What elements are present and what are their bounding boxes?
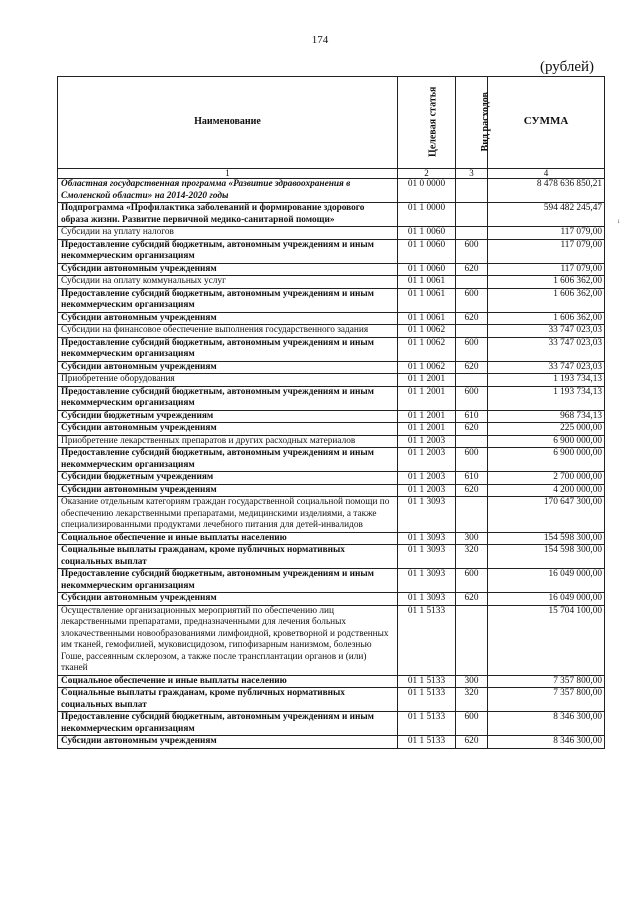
- table-row: [58, 410, 605, 423]
- row-sum-cell: 117 079,00: [488, 227, 605, 240]
- row-expense-type-cell: [456, 179, 488, 203]
- table-row: [58, 435, 605, 448]
- row-expense-type-cell: [456, 325, 488, 338]
- row-code-cell: 01 1 3093: [398, 497, 456, 533]
- table-row: [58, 675, 605, 688]
- column-number: 4: [488, 169, 605, 179]
- row-name-cell: Субсидии бюджетным учреждениям: [58, 410, 398, 423]
- row-name-cell: Предоставление субсидий бюджетным, автономным учреждениям и иным некоммерческим организациям: [58, 569, 398, 593]
- row-expense-type-cell: 320: [456, 688, 488, 712]
- row-code-cell: 01 1 5133: [398, 688, 456, 712]
- row-expense-type-cell: 620: [456, 736, 488, 749]
- row-expense-type-cell: 620: [456, 593, 488, 606]
- row-name-cell: Предоставление субсидий бюджетным, автономным учреждениям и иным некоммерческим организациям: [58, 239, 398, 263]
- row-expense-type-cell: 620: [456, 312, 488, 325]
- row-expense-type-cell: 610: [456, 472, 488, 485]
- row-name-cell: Предоставление субсидий бюджетным, автономным учреждениям и иным некоммерческим организациям: [58, 288, 398, 312]
- table-row: [58, 448, 605, 472]
- row-sum-cell: 33 747 023,03: [488, 361, 605, 374]
- row-code-cell: 01 1 3093: [398, 593, 456, 606]
- table-row: [58, 532, 605, 545]
- row-code-cell: 01 1 5133: [398, 675, 456, 688]
- table-row: [58, 263, 605, 276]
- table-row: [58, 203, 605, 227]
- row-expense-type-cell: 320: [456, 545, 488, 569]
- table-row: [58, 337, 605, 361]
- row-sum-cell: 16 049 000,00: [488, 593, 605, 606]
- row-code-cell: 01 1 0060: [398, 227, 456, 240]
- table-row: [58, 605, 605, 675]
- table-row: [58, 288, 605, 312]
- row-sum-cell: 1 606 362,00: [488, 288, 605, 312]
- row-name-cell: Субсидии автономным учреждениям: [58, 484, 398, 497]
- header-sum: СУММА: [488, 77, 605, 169]
- row-expense-type-cell: 600: [456, 288, 488, 312]
- column-number: 2: [398, 169, 456, 179]
- table-row: [58, 712, 605, 736]
- row-sum-cell: 1 606 362,00: [488, 276, 605, 289]
- row-name-cell: Субсидии автономным учреждениям: [58, 361, 398, 374]
- row-sum-cell: 4 200 000,00: [488, 484, 605, 497]
- row-sum-cell: 968 734,13: [488, 410, 605, 423]
- row-sum-cell: 225 000,00: [488, 423, 605, 436]
- table-row: [58, 484, 605, 497]
- row-code-cell: 01 1 3093: [398, 545, 456, 569]
- row-code-cell: 01 1 2003: [398, 484, 456, 497]
- row-expense-type-cell: 300: [456, 675, 488, 688]
- row-code-cell: 01 1 0060: [398, 263, 456, 276]
- row-code-cell: 01 1 0000: [398, 203, 456, 227]
- row-sum-cell: 117 079,00: [488, 263, 605, 276]
- budget-table-container: [57, 76, 604, 749]
- table-row: [58, 472, 605, 485]
- row-name-cell: Субсидии на финансовое обеспечение выполнения государственного задания: [58, 325, 398, 338]
- currency-note: (рублей): [540, 59, 595, 75]
- row-code-cell: 01 1 3093: [398, 532, 456, 545]
- table-row: [58, 545, 605, 569]
- row-sum-cell: 170 647 300,00: [488, 497, 605, 533]
- row-name-cell: Предоставление субсидий бюджетным, автономным учреждениям и иным некоммерческим организациям: [58, 386, 398, 410]
- table-row: [58, 736, 605, 749]
- row-name-cell: Субсидии автономным учреждениям: [58, 263, 398, 276]
- row-sum-cell: 594 482 245,47: [488, 203, 605, 227]
- row-sum-cell: 7 357 800,00: [488, 675, 605, 688]
- row-code-cell: 01 1 0062: [398, 361, 456, 374]
- row-sum-cell: 154 598 300,00: [488, 545, 605, 569]
- column-number: 1: [58, 169, 398, 179]
- row-code-cell: 01 1 2001: [398, 423, 456, 436]
- row-expense-type-cell: [456, 497, 488, 533]
- row-name-cell: Субсидии на уплату налогов: [58, 227, 398, 240]
- row-name-cell: Субсидии автономным учреждениям: [58, 593, 398, 606]
- row-sum-cell: 7 357 800,00: [488, 688, 605, 712]
- row-sum-cell: 33 747 023,03: [488, 337, 605, 361]
- row-code-cell: 01 1 2003: [398, 448, 456, 472]
- header-name: Наименование: [58, 77, 398, 169]
- column-number: 3: [456, 169, 488, 179]
- table-row: [58, 312, 605, 325]
- header-expense-type: Вид расходов: [456, 77, 488, 169]
- table-row: [58, 423, 605, 436]
- row-expense-type-cell: 600: [456, 569, 488, 593]
- table-row: [58, 688, 605, 712]
- row-name-cell: Областная государственная программа «Развитие здравоохранения в Смоленской области» на 2014-2020 годы: [58, 179, 398, 203]
- table-row: [58, 374, 605, 387]
- row-sum-cell: 8 478 636 850,21: [488, 179, 605, 203]
- row-sum-cell: 154 598 300,00: [488, 532, 605, 545]
- column-number-row: [58, 169, 605, 179]
- row-code-cell: 01 1 5133: [398, 736, 456, 749]
- row-code-cell: 01 1 2001: [398, 410, 456, 423]
- row-name-cell: Социальные выплаты гражданам, кроме публичных нормативных социальных выплат: [58, 688, 398, 712]
- row-sum-cell: 1 606 362,00: [488, 312, 605, 325]
- row-expense-type-cell: 620: [456, 263, 488, 276]
- row-expense-type-cell: 620: [456, 423, 488, 436]
- row-name-cell: Предоставление субсидий бюджетным, автономным учреждениям и иным некоммерческим организациям: [58, 712, 398, 736]
- row-name-cell: Оказание отдельным категориям граждан государственной социальной помощи по обеспечению лекарственными препаратами, медицинскими изделиями, а также специализированными продуктами лечебного питания для детей-инвалидов: [58, 497, 398, 533]
- row-expense-type-cell: [456, 374, 488, 387]
- row-code-cell: 01 1 2001: [398, 374, 456, 387]
- row-sum-cell: 15 704 100,00: [488, 605, 605, 675]
- row-name-cell: Социальное обеспечение и иные выплаты населению: [58, 675, 398, 688]
- row-sum-cell: 1 193 734,13: [488, 386, 605, 410]
- row-name-cell: Осуществление организационных мероприятий по обеспечению лиц лекарственными препаратами, предназначенными для лечения больных злокачественными новообразованиями лимфоидной, кроветворной и родственных им тканей, гемофилией, муковисцидозом, гипофизарным нанизмом, болезнью Гоше, рассеянным склерозом, а также после трансплантации органов и (или) тканей: [58, 605, 398, 675]
- row-sum-cell: 6 900 000,00: [488, 448, 605, 472]
- row-name-cell: Субсидии на оплату коммунальных услуг: [58, 276, 398, 289]
- row-code-cell: 01 1 0060: [398, 239, 456, 263]
- row-expense-type-cell: 600: [456, 386, 488, 410]
- row-name-cell: Приобретение оборудования: [58, 374, 398, 387]
- row-sum-cell: 16 049 000,00: [488, 569, 605, 593]
- margin-mark: ᵢ: [618, 214, 620, 224]
- table-row: [58, 361, 605, 374]
- row-name-cell: Приобретение лекарственных препаратов и других расходных материалов: [58, 435, 398, 448]
- row-expense-type-cell: 610: [456, 410, 488, 423]
- row-code-cell: 01 1 5133: [398, 605, 456, 675]
- row-expense-type-cell: 620: [456, 361, 488, 374]
- row-expense-type-cell: 300: [456, 532, 488, 545]
- row-code-cell: 01 0 0000: [398, 179, 456, 203]
- table-row: [58, 569, 605, 593]
- row-name-cell: Социальное обеспечение и иные выплаты населению: [58, 532, 398, 545]
- row-name-cell: Субсидии бюджетным учреждениям: [58, 472, 398, 485]
- table-row: [58, 239, 605, 263]
- row-code-cell: 01 1 2001: [398, 386, 456, 410]
- row-name-cell: Предоставление субсидий бюджетным, автономным учреждениям и иным некоммерческим организациям: [58, 448, 398, 472]
- row-name-cell: Подпрограмма «Профилактика заболеваний и формирование здорового образа жизни. Развитие первичной медико-санитарной помощи»: [58, 203, 398, 227]
- table-row: [58, 325, 605, 338]
- row-sum-cell: 8 346 300,00: [488, 712, 605, 736]
- row-expense-type-cell: 600: [456, 337, 488, 361]
- page-number: 174: [311, 34, 329, 46]
- row-code-cell: 01 1 0062: [398, 325, 456, 338]
- row-expense-type-cell: 600: [456, 239, 488, 263]
- row-code-cell: 01 1 0061: [398, 276, 456, 289]
- table-row: [58, 179, 605, 203]
- row-sum-cell: 2 700 000,00: [488, 472, 605, 485]
- row-code-cell: 01 1 2003: [398, 472, 456, 485]
- row-expense-type-cell: [456, 227, 488, 240]
- row-code-cell: 01 1 0061: [398, 312, 456, 325]
- row-name-cell: Предоставление субсидий бюджетным, автономным учреждениям и иным некоммерческим организациям: [58, 337, 398, 361]
- row-sum-cell: 117 079,00: [488, 239, 605, 263]
- row-code-cell: 01 1 2003: [398, 435, 456, 448]
- budget-table: [57, 76, 605, 749]
- row-sum-cell: 8 346 300,00: [488, 736, 605, 749]
- row-sum-cell: 33 747 023,03: [488, 325, 605, 338]
- row-name-cell: Субсидии автономным учреждениям: [58, 736, 398, 749]
- row-name-cell: Субсидии автономным учреждениям: [58, 423, 398, 436]
- row-code-cell: 01 1 0061: [398, 288, 456, 312]
- row-code-cell: 01 1 3093: [398, 569, 456, 593]
- table-row: [58, 497, 605, 533]
- row-expense-type-cell: 600: [456, 448, 488, 472]
- table-body: [58, 179, 605, 749]
- header-row: [58, 77, 605, 169]
- table-row: [58, 593, 605, 606]
- row-code-cell: 01 1 5133: [398, 712, 456, 736]
- row-code-cell: 01 1 0062: [398, 337, 456, 361]
- row-sum-cell: 1 193 734,13: [488, 374, 605, 387]
- row-sum-cell: 6 900 000,00: [488, 435, 605, 448]
- row-expense-type-cell: [456, 203, 488, 227]
- row-expense-type-cell: [456, 435, 488, 448]
- row-expense-type-cell: [456, 605, 488, 675]
- row-name-cell: Субсидии автономным учреждениям: [58, 312, 398, 325]
- row-expense-type-cell: 600: [456, 712, 488, 736]
- table-row: [58, 227, 605, 240]
- table-row: [58, 276, 605, 289]
- row-name-cell: Социальные выплаты гражданам, кроме публичных нормативных социальных выплат: [58, 545, 398, 569]
- row-expense-type-cell: 620: [456, 484, 488, 497]
- header-target: Целевая статья: [398, 77, 456, 169]
- table-row: [58, 386, 605, 410]
- row-expense-type-cell: [456, 276, 488, 289]
